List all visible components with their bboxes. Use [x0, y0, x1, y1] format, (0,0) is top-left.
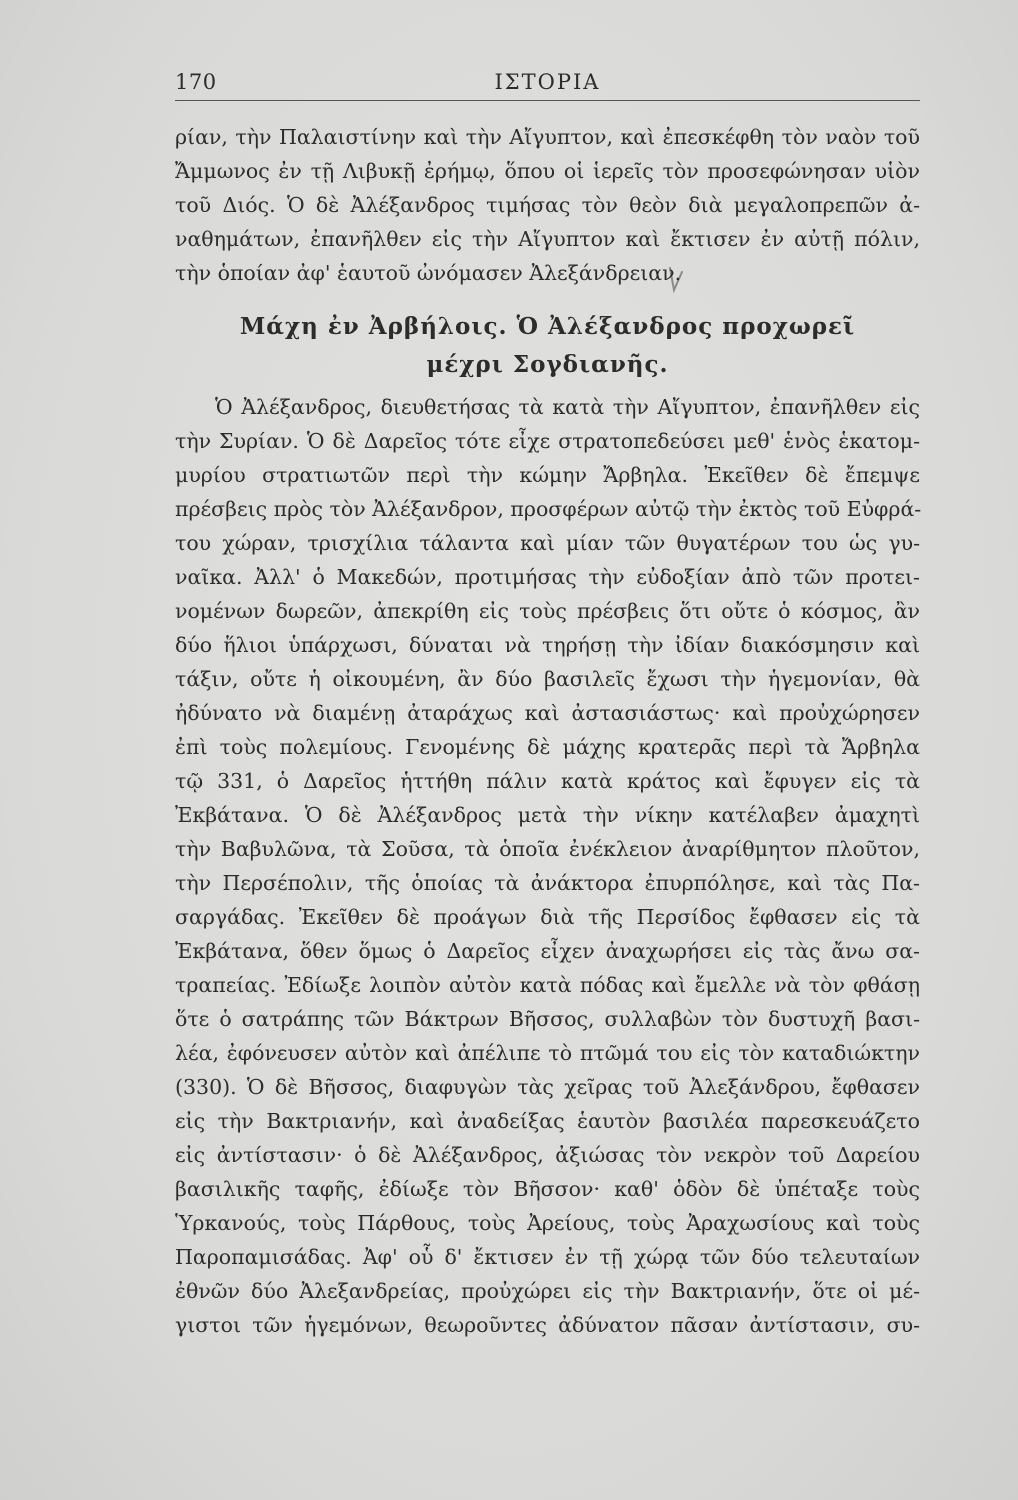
text-line: τάξιν, οὔτε ἡ οἰκουμένη, ἂν δύο βασιλεῖς ἔχωσι τὴν ἡγεμονίαν, θὰ — [175, 667, 920, 691]
text-line: τραπείας. Ἐδίωξε λοιπὸν αὐτὸν κατὰ πόδας καὶ ἔμελλε νὰ τὸν φθάσῃ — [175, 973, 920, 997]
text-line: σαργάδας. Ἐκεῖθεν δὲ προάγων διὰ τῆς Περσίδος ἔφθασεν εἰς τὰ — [175, 905, 920, 929]
text-line: εἰς τὴν Βακτριανήν, καὶ ἀναδείξας ἑαυτὸν βασιλέα παρεσκευάζετο — [175, 1109, 920, 1133]
text-line: ναθημάτων, ἐπανῆλθεν εἰς τὴν Αἴγυπτον καὶ ἔκτισεν ἐν αὐτῇ πόλιν, — [175, 227, 920, 251]
text-line: ἐπὶ τοὺς πολεμίους. Γενομένης δὲ μάχης κρατερᾶς περὶ τὰ Ἄρβηλα — [175, 735, 920, 759]
text-line: ἐθνῶν δύο Ἀλεξανδρείας, προὐχώρει εἰς τὴν Βακτριανήν, ὅτε οἱ μέ- — [175, 1279, 920, 1303]
text-line: νομένων δωρεῶν, ἀπεκρίθη εἰς τοὺς πρέσβεις ὅτι οὔτε ὁ κόσμος, ἂν — [175, 599, 920, 623]
text-line: ὅτε ὁ σατράπης τῶν Βάκτρων Βῆσσος, συλλαβὼν τὸν δυστυχῆ βασι- — [175, 1007, 920, 1031]
text-line: τῷ 331, ὁ Δαρεῖος ἡττήθη πάλιν κατὰ κράτος καὶ ἔφυγεν εἰς τὰ — [175, 769, 920, 793]
paragraph-1 — [175, 120, 920, 290]
page-header — [175, 66, 920, 101]
page-number: 170 — [175, 70, 217, 94]
text-line: (330). Ὁ δὲ Βῆσσος, διαφυγὼν τὰς χεῖρας τοῦ Ἀλεξάνδρου, ἔφθασεν — [175, 1075, 920, 1099]
text-line: του χώραν, τρισχίλια τάλαντα καὶ μίαν τῶν θυγατέρων του ὡς γυ- — [175, 531, 920, 555]
text-line: ρίαν, τὴν Παλαιστίνην καὶ τὴν Αἴγυπτον, καὶ ἐπεσκέφθη τὸν ναὸν τοῦ — [175, 125, 920, 149]
section-heading — [175, 308, 920, 384]
text-line: εἰς ἀντίστασιν· ὁ δὲ Ἀλέξανδρος, ἀξιώσας τὸν νεκρὸν τοῦ Δαρείου — [175, 1143, 920, 1167]
text-line: τὴν Βαβυλῶνα, τὰ Σοῦσα, τὰ ὁποῖα ἐνέκλειον ἀναρίθμητον πλοῦτον, — [175, 837, 920, 861]
text-line: μυρίου στρατιωτῶν περὶ τὴν κώμην Ἄρβηλα. Ἐκεῖθεν δὲ ἔπεμψε — [175, 463, 920, 487]
text-line: βασιλικῆς ταφῆς, ἐδίωξε τὸν Βῆσσον· καθ' ὁδὸν δὲ ὑπέταξε τοὺς — [175, 1177, 920, 1201]
text-line: γιστοι τῶν ἡγεμόνων, θεωροῦντες ἀδύνατον πᾶσαν ἀντίστασιν, συ- — [175, 1313, 920, 1337]
body-text — [175, 120, 920, 1342]
text-line: δύο ἥλιοι ὑπάρχωσι, δύναται νὰ τηρήσῃ τὴν ἰδίαν διακόσμησιν καὶ — [175, 633, 920, 657]
text-line: Ἐκβάτανα, ὅθεν ὅμως ὁ Δαρεῖος εἶχεν ἀναχωρήσει εἰς τὰς ἄνω σα- — [175, 939, 920, 963]
text-line: τὴν Περσέπολιν, τῆς ὁποίας τὰ ἀνάκτορα ἐπυρπόλησε, καὶ τὰς Πα- — [175, 871, 920, 895]
paragraph-2 — [175, 390, 920, 1342]
text-line: ἠδύνατο νὰ διαμένῃ ἀταράχως καὶ ἀστασιάστως· καὶ προὐχώρησεν — [175, 701, 920, 725]
text-line: Παροπαμισάδας. Ἀφ' οὗ δ' ἔκτισεν ἐν τῇ χώρᾳ τῶν δύο τελευταίων — [175, 1245, 920, 1269]
section-heading-line: Μάχη ἐν Ἀρβήλοις. Ὁ Ἀλέξανδρος προχωρεῖ — [239, 313, 856, 340]
text-line: τοῦ Διός. Ὁ δὲ Ἀλέξανδρος τιμήσας τὸν θεὸν διὰ μεγαλοπρεπῶν ἀ- — [175, 193, 920, 217]
text-line: Ὁ Ἀλέξανδρος, διευθετήσας τὰ κατὰ τὴν Αἴγυπτον, ἐπανῆλθεν εἰς — [215, 395, 920, 419]
text-line: τὴν ὁποίαν ἀφ' ἑαυτοῦ ὠνόμασεν Ἀλεξάνδρειαν. — [175, 261, 682, 285]
text-line: Ἄμμωνος ἐν τῇ Λιβυκῇ ἐρήμῳ, ὅπου οἱ ἱερεῖς τὸν προσεφώνησαν υἱὸν — [175, 159, 920, 183]
text-line: Ὑρκανούς, τοὺς Πάρθους, τοὺς Ἀρείους, τοὺς Ἀραχωσίους καὶ τοὺς — [175, 1211, 920, 1235]
text-line: Ἐκβάτανα. Ὁ δὲ Ἀλέξανδρος μετὰ τὴν νίκην κατέλαβεν ἀμαχητὶ — [175, 803, 920, 827]
text-line: τὴν Συρίαν. Ὁ δὲ Δαρεῖος τότε εἶχε στρατοπεδεύσει μεθ' ἑνὸς ἑκατομ- — [175, 429, 920, 453]
text-line: πρέσβεις πρὸς τὸν Ἀλέξανδρον, προσφέρων αὐτῷ τὴν ἐκτὸς τοῦ Εὐφρά- — [175, 497, 922, 521]
running-title: ΙΣΤΟΡΙΑ — [494, 70, 601, 94]
section-heading-line: μέχρι Σογδιανῆς. — [426, 351, 669, 378]
text-line: ναῖκα. Ἀλλ' ὁ Μακεδών, προτιμήσας τὴν εὐδοξίαν ἀπὸ τῶν προτει- — [175, 565, 920, 589]
text-line: λέα, ἐφόνευσεν αὐτὸν καὶ ἀπέλιπε τὸ πτῶμά του εἰς τὸν καταδιώκτην — [175, 1041, 920, 1065]
